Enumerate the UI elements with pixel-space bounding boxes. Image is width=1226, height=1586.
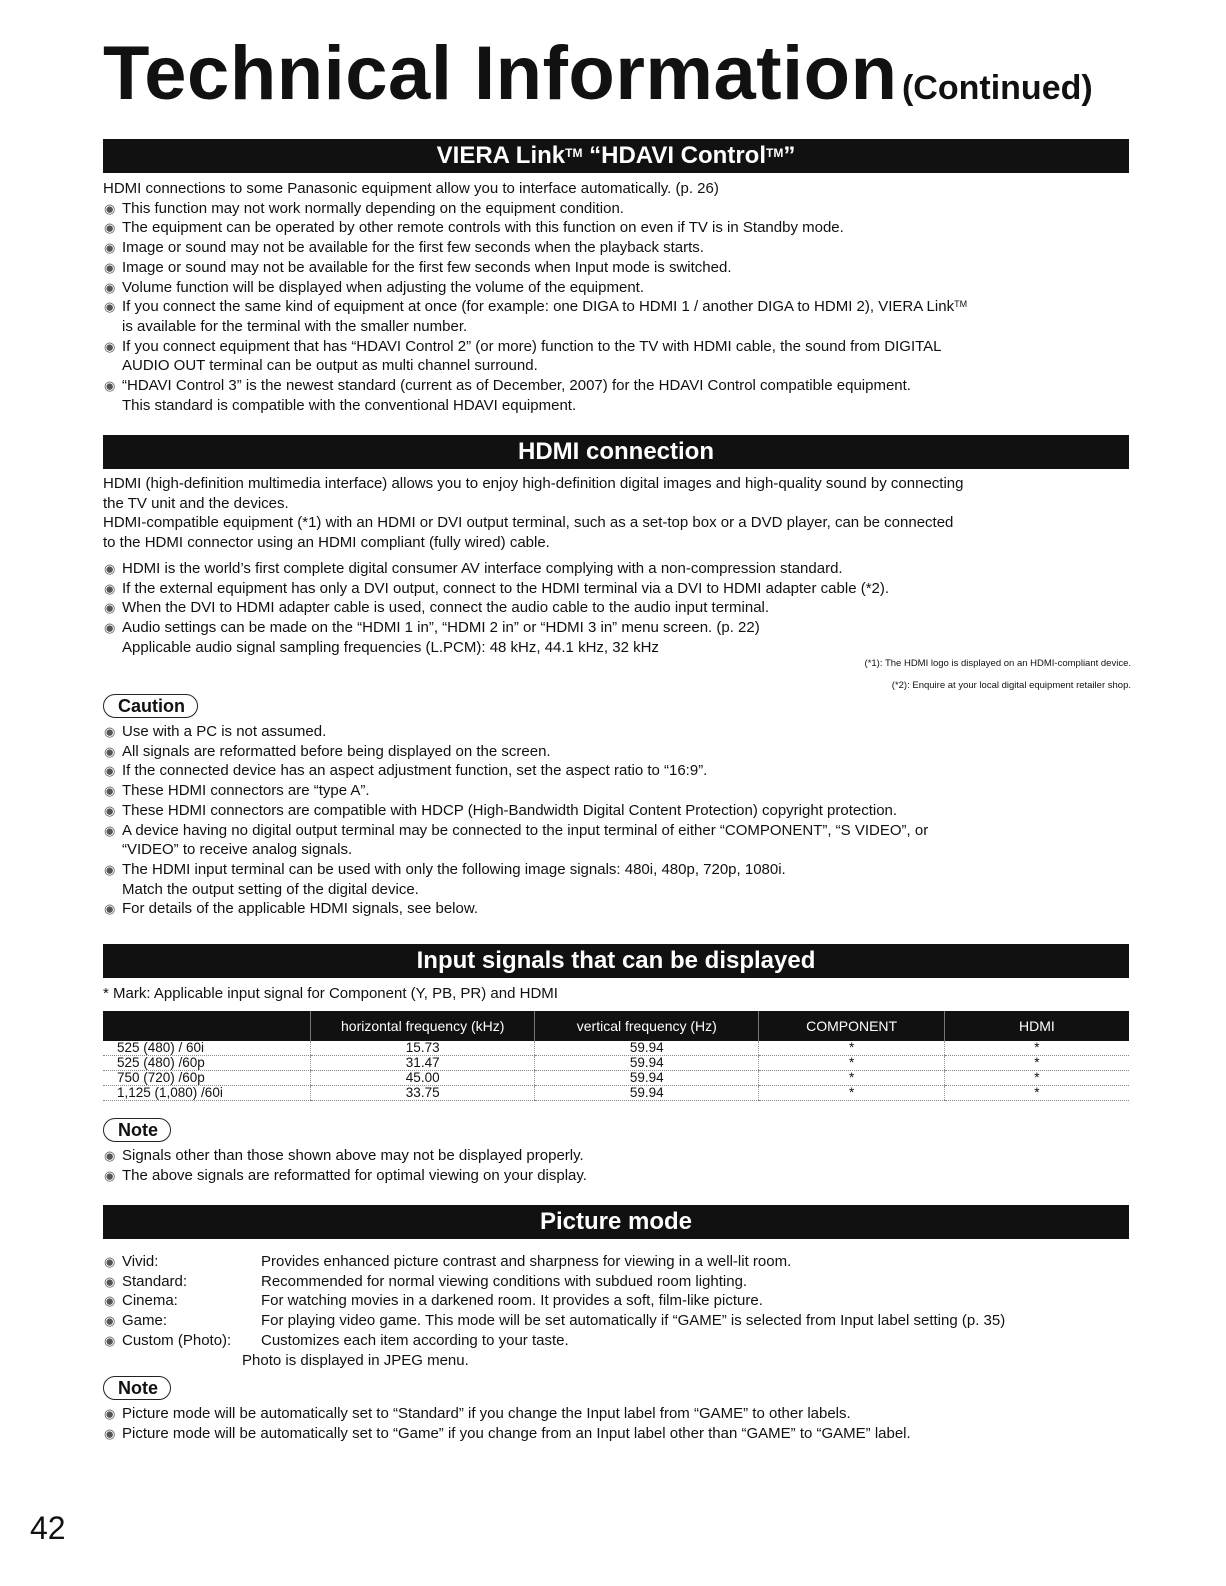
list-item-cont: AUDIO OUT terminal can be output as multi channel surround.	[122, 357, 538, 375]
note-label: Note	[103, 1376, 171, 1400]
list-item: ◉ These HDMI connectors are compatible with HDCP (High-Bandwidth Digital Content Protection) copyright protection.	[103, 801, 1133, 821]
list-item-cont: is available for the terminal with the smaller number.	[122, 317, 468, 335]
list-item: ◉ If you connect equipment that has “HDAVI Control 2” (or more) function to the TV with HDMI cable, the sound from DIGITAL	[103, 337, 1133, 357]
page-title: Technical Information (Continued)	[103, 31, 1093, 116]
picture-mode-item: ◉ Vivid: Provides enhanced picture contrast and sharpness for viewing in a well-lit room.	[103, 1252, 1133, 1272]
table-cell: *	[944, 1056, 1129, 1071]
list-item: ◉ Image or sound may not be available for the first few seconds when the playback starts.	[103, 238, 1133, 258]
list-item: ◉ If the connected device has an aspect adjustment function, set the aspect ratio to “16:9”.	[103, 761, 1133, 781]
hdmi-connection-heading: HDMI connection	[103, 435, 1129, 469]
table-cell: 59.94	[535, 1071, 759, 1086]
table-row	[103, 1041, 1129, 1056]
list-item: ◉ Image or sound may not be available for the first few seconds when Input mode is switched.	[103, 258, 1133, 278]
list-item-cont: Match the output setting of the digital device.	[122, 880, 419, 898]
table-cell: *	[944, 1041, 1129, 1056]
picture-mode-item: ◉ Cinema: For watching movies in a darkened room. It provides a soft, film-like picture.	[103, 1291, 1133, 1311]
picture-mode-item: ◉ Standard: Recommended for normal viewing conditions with subdued room lighting.	[103, 1272, 1133, 1292]
table-cell: *	[759, 1056, 944, 1071]
paragraph-cont: to the HDMI connector using an HDMI compliant (fully wired) cable.	[103, 534, 550, 552]
table-cell: 750 (720) /60p	[103, 1071, 311, 1086]
paragraph: HDMI (high-definition multimedia interface) allows you to enjoy high-definition digital images and high-quality sound by connecting	[103, 475, 964, 492]
table-cell: *	[759, 1041, 944, 1056]
table-cell: 59.94	[535, 1041, 759, 1056]
list-item: ◉ HDMI is the world’s first complete digital consumer AV interface complying with a non-compression standard.	[103, 559, 1133, 579]
table-cell: 525 (480) /60p	[103, 1056, 311, 1071]
list-item-cont: This standard is compatible with the conventional HDAVI equipment.	[122, 396, 577, 414]
column-header	[103, 1011, 311, 1041]
viera-link-heading: VIERA Link™ “HDAVI Control™”	[103, 139, 1129, 173]
note-label: Note	[103, 1118, 171, 1142]
table-row	[103, 1086, 1129, 1101]
table-cell: *	[944, 1071, 1129, 1086]
paragraph: HDMI-compatible equipment (*1) with an HDMI or DVI output terminal, such as a set-top box or a DVD player, can be connected	[103, 514, 954, 532]
column-header: HDMI	[944, 1011, 1129, 1041]
list-item: ◉ “HDAVI Control 3” is the newest standard (current as of December, 2007) for the HDAVI Control compatible equipment.	[103, 376, 1133, 396]
list-item: ◉ Signals other than those shown above may not be displayed properly.	[103, 1146, 1133, 1166]
column-header: horizontal frequency (kHz)	[311, 1011, 535, 1041]
picture-mode-list	[103, 1252, 1133, 1444]
list-item-cont: “VIDEO” to receive analog signals.	[122, 841, 353, 859]
list-item: ◉ This function may not work normally depending on the equipment condition.	[103, 199, 1133, 219]
list-item: ◉ All signals are reformatted before being displayed on the screen.	[103, 742, 1133, 762]
table-row	[103, 1056, 1129, 1071]
picture-mode-item-cont: Photo is displayed in JPEG menu.	[242, 1351, 469, 1369]
list-item: ◉ Use with a PC is not assumed.	[103, 722, 1133, 742]
table-row	[103, 1071, 1129, 1086]
list-item: ◉ If you connect the same kind of equipment at once (for example: one DIGA to HDMI 1 / another DIGA to HDMI 2), VIERA Link™	[103, 297, 1133, 317]
column-header: vertical frequency (Hz)	[535, 1011, 759, 1041]
picture-mode-heading: Picture mode	[103, 1205, 1129, 1239]
viera-intro: HDMI connections to some Panasonic equipment allow you to interface automatically. (p. 26)	[103, 180, 719, 197]
list-item: ◉ Picture mode will be automatically set to “Standard” if you change the Input label from “GAME” to other labels.	[103, 1404, 1133, 1424]
table-cell: *	[944, 1086, 1129, 1101]
column-header: COMPONENT	[759, 1011, 944, 1041]
list-item: ◉ The HDMI input terminal can be used with only the following image signals: 480i, 480p, 720p, 1080i.	[103, 860, 1133, 880]
list-item: ◉ When the DVI to HDMI adapter cable is used, connect the audio cable to the audio input terminal.	[103, 598, 1133, 618]
caution-block	[103, 677, 1133, 692]
footnote-1: (*1): The HDMI logo is displayed on an HDMI-compliant device.	[864, 658, 1131, 670]
table-cell: *	[759, 1071, 944, 1086]
signals-table	[103, 1011, 1129, 1101]
list-item: ◉ A device having no digital output terminal may be connected to the input terminal of either “COMPONENT”, “S VIDEO”, or	[103, 821, 1133, 841]
list-item: ◉ If the external equipment has only a DVI output, connect to the HDMI terminal via a DVI to HDMI adapter cable (*2).	[103, 579, 1133, 599]
table-cell: 59.94	[535, 1086, 759, 1101]
picture-mode-item: ◉ Custom (Photo): Customizes each item according to your taste.	[103, 1331, 1133, 1351]
page-number: 42	[30, 1510, 66, 1546]
list-item-cont: Applicable audio signal sampling frequencies (L.PCM): 48 kHz, 44.1 kHz, 32 kHz	[122, 638, 659, 656]
table-cell: 1,125 (1,080) /60i	[103, 1086, 311, 1101]
viera-link-body	[103, 179, 1133, 415]
signals-note	[103, 1116, 1133, 1185]
input-signals-heading: Input signals that can be displayed	[103, 944, 1129, 978]
list-item: ◉ Audio settings can be made on the “HDMI 1 in”, “HDMI 2 in” or “HDMI 3 in” menu screen. (p. 22)	[103, 618, 1133, 638]
footnote-2: (*2): Enquire at your local digital equipment retailer shop.	[891, 680, 1131, 691]
table-cell: 45.00	[311, 1071, 535, 1086]
list-item: ◉ The above signals are reformatted for optimal viewing on your display.	[103, 1166, 1133, 1186]
table-header-row	[103, 1011, 1129, 1041]
table-cell: 59.94	[535, 1056, 759, 1071]
list-item: ◉ The equipment can be operated by other remote controls with this function on even if TV is in Standby mode.	[103, 218, 1133, 238]
table-cell: *	[759, 1086, 944, 1101]
caution-label: Caution	[103, 694, 198, 718]
table-cell: 15.73	[311, 1041, 535, 1056]
list-item: ◉ For details of the applicable HDMI signals, see below.	[103, 899, 1133, 919]
list-item: ◉ Volume function will be displayed when adjusting the volume of the equipment.	[103, 278, 1133, 298]
caution-list	[103, 692, 1133, 919]
hdmi-connection-body	[103, 474, 1133, 670]
list-item: ◉ Picture mode will be automatically set to “Game” if you change from an Input label other than “GAME” to “GAME” label.	[103, 1424, 1133, 1444]
picture-mode-item: ◉ Game: For playing video game. This mode will be set automatically if “GAME” is selected from Input label setting (p. 35)	[103, 1311, 1133, 1331]
paragraph-cont: the TV unit and the devices.	[103, 494, 289, 512]
mark-note: * Mark: Applicable input signal for Component (Y, PB, PR) and HDMI	[103, 985, 558, 1002]
table-cell: 525 (480) / 60i	[103, 1041, 311, 1056]
list-item: ◉ These HDMI connectors are “type A”.	[103, 781, 1133, 801]
table-cell: 31.47	[311, 1056, 535, 1071]
table-cell: 33.75	[311, 1086, 535, 1101]
